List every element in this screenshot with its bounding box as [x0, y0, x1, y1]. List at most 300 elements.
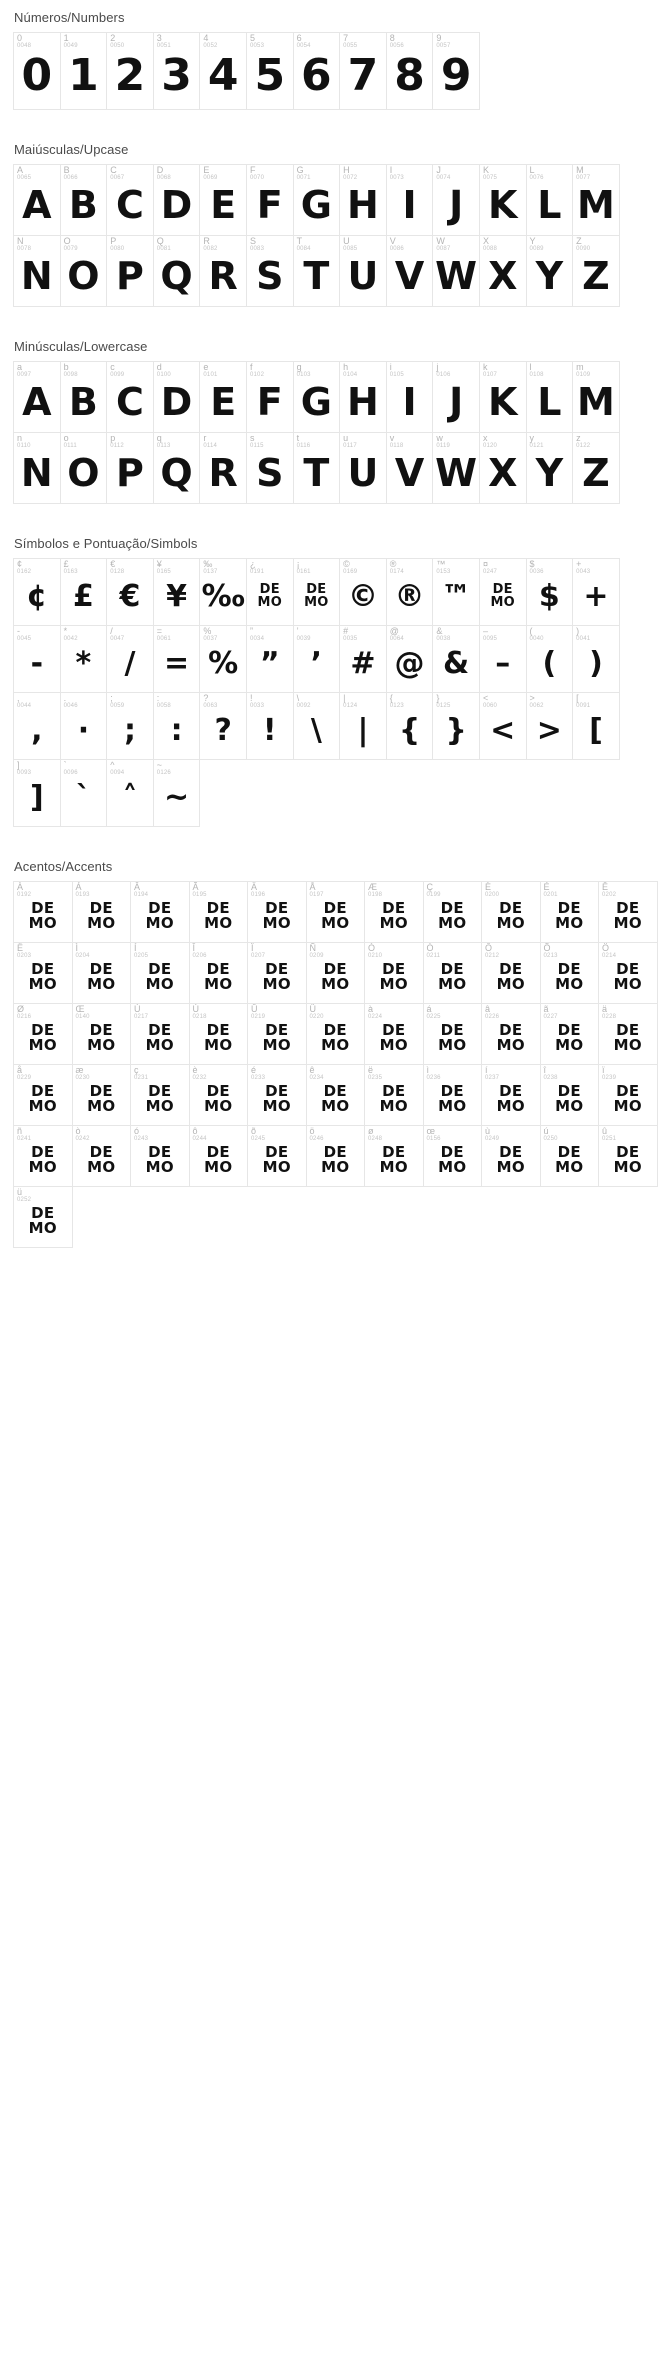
glyph-meta — [436, 34, 450, 50]
glyph-code-label: 0106 — [436, 372, 451, 379]
glyph-code-label: 0043 — [576, 569, 591, 576]
glyph-cell[interactable] — [60, 558, 108, 626]
glyph-meta — [436, 363, 450, 379]
glyph-char-label: 8 — [389, 33, 395, 43]
glyph-cell[interactable] — [306, 942, 366, 1004]
glyph-cell[interactable] — [306, 881, 366, 943]
glyph-cell[interactable] — [526, 164, 574, 236]
glyph-meta — [251, 944, 265, 960]
glyph-meta — [251, 1066, 265, 1082]
glyph-meta — [427, 1066, 441, 1082]
glyph-code-label: 0238 — [543, 1075, 558, 1082]
glyph-cell[interactable] — [72, 881, 132, 943]
glyph-cell[interactable] — [106, 692, 154, 760]
glyph-meta — [64, 34, 78, 50]
glyph-char-label: > — [529, 693, 535, 703]
glyph-meta — [544, 1066, 558, 1082]
glyph-char-label: e — [203, 362, 209, 372]
glyph-cell[interactable] — [153, 361, 201, 433]
glyph-code-label: 0054 — [296, 43, 311, 50]
glyph-meta — [193, 944, 207, 960]
glyph-demo-watermark: DE MO — [438, 1143, 467, 1176]
glyph-char-label: S — [249, 236, 256, 246]
glyph-char-label: ( — [529, 626, 533, 636]
glyph-cell[interactable] — [60, 692, 108, 760]
glyph-cell[interactable] — [386, 432, 434, 504]
glyph-cell[interactable] — [598, 942, 658, 1004]
glyph-cell[interactable] — [339, 558, 387, 626]
glyph-cell[interactable] — [106, 32, 154, 110]
glyph-cell[interactable] — [189, 942, 249, 1004]
glyph-code-label: 0109 — [576, 372, 591, 379]
glyph-render: 3 — [161, 50, 192, 101]
glyph-char-label: ® — [389, 559, 397, 569]
glyph-char-label: Y — [529, 236, 536, 246]
glyph-code-label: 0153 — [436, 569, 451, 576]
glyph-demo-watermark: DE MO — [28, 899, 57, 932]
glyph-cell[interactable] — [432, 164, 480, 236]
glyph-cell[interactable] — [481, 1003, 541, 1065]
glyph-cell[interactable] — [364, 1125, 424, 1187]
glyph-cell[interactable] — [72, 1003, 132, 1065]
glyph-cell[interactable] — [153, 759, 201, 827]
glyph-cell[interactable] — [339, 432, 387, 504]
glyph-char-label: $ — [529, 559, 535, 569]
glyph-cell[interactable] — [293, 32, 341, 110]
glyph-char-label: O — [63, 236, 71, 246]
glyph-cell[interactable] — [481, 942, 541, 1004]
glyph-code-label: 0075 — [482, 175, 498, 182]
glyph-meta — [436, 560, 450, 576]
glyph-char-label: í — [485, 1065, 488, 1075]
glyph-cell[interactable] — [540, 942, 600, 1004]
glyph-char-label: @ — [389, 626, 399, 636]
glyph-cell[interactable] — [386, 692, 434, 760]
glyph-code-label: 0125 — [436, 703, 451, 710]
glyph-char-label: õ — [251, 1126, 257, 1136]
glyph-meta — [530, 694, 544, 710]
glyph-cell[interactable] — [153, 432, 201, 504]
glyph-cell[interactable] — [13, 625, 61, 693]
glyph-code-label: 0195 — [192, 892, 207, 899]
glyph-meta — [17, 694, 31, 710]
glyph-demo-watermark: DE MO — [87, 899, 116, 932]
glyph-cell[interactable] — [481, 881, 541, 943]
glyph-code-label: 0227 — [543, 1014, 558, 1021]
glyph-cell[interactable] — [339, 32, 387, 110]
glyph-cell[interactable] — [60, 361, 108, 433]
glyph-meta — [157, 761, 171, 777]
glyph-char-label: U — [343, 236, 350, 246]
glyph-cell[interactable] — [199, 692, 247, 760]
glyph-demo-watermark: DE MO — [28, 1082, 57, 1115]
glyph-char-label: ^ — [110, 760, 115, 770]
glyph-code-label: 0060 — [482, 703, 498, 710]
glyph-cell[interactable] — [60, 164, 108, 236]
glyph-cell[interactable] — [247, 942, 307, 1004]
glyph-char-label: â — [485, 1004, 491, 1014]
glyph-cell[interactable] — [423, 1064, 483, 1126]
glyph-code-label: 0115 — [249, 443, 264, 450]
glyph-cell[interactable] — [199, 164, 247, 236]
glyph-cell[interactable] — [540, 1064, 600, 1126]
glyph-char-label: Ñ — [309, 943, 316, 953]
glyph-cell[interactable] — [13, 759, 61, 827]
glyph-cell[interactable] — [423, 1003, 483, 1065]
glyph-demo-watermark: DE MO — [204, 1021, 233, 1054]
glyph-cell[interactable] — [130, 1003, 190, 1065]
glyph-cell[interactable] — [572, 235, 620, 307]
glyph-meta — [64, 363, 78, 379]
glyph-meta — [157, 560, 171, 576]
glyph-meta — [368, 1127, 382, 1143]
glyph-cell[interactable] — [293, 235, 341, 307]
glyph-meta — [157, 627, 171, 643]
glyph-cell[interactable] — [432, 432, 480, 504]
glyph-char-label: n — [17, 433, 23, 443]
glyph-cell[interactable] — [526, 361, 574, 433]
glyph-cell[interactable] — [199, 625, 247, 693]
glyph-render: G — [300, 380, 332, 424]
glyph-char-label: ? — [203, 693, 209, 703]
glyph-cell[interactable] — [293, 432, 341, 504]
glyph-cell[interactable] — [247, 881, 307, 943]
glyph-cell[interactable] — [106, 432, 154, 504]
glyph-code-label: 0196 — [251, 892, 266, 899]
glyph-render: 6 — [301, 50, 332, 101]
glyph-meta — [310, 1005, 324, 1021]
glyph-code-label: 0035 — [343, 636, 358, 643]
glyph-meta — [64, 560, 78, 576]
glyph-render: W — [435, 451, 478, 495]
glyph-demo-watermark: DE MO — [490, 582, 516, 610]
glyph-code-label: 0224 — [368, 1014, 383, 1021]
glyph-cell[interactable] — [153, 32, 201, 110]
glyph-cell[interactable] — [479, 361, 527, 433]
glyph-cell[interactable] — [106, 759, 154, 827]
glyph-meta — [576, 363, 590, 379]
glyph-cell[interactable] — [13, 1186, 73, 1248]
glyph-cell[interactable] — [13, 1125, 73, 1187]
glyph-char-label: v — [389, 433, 395, 443]
glyph-render: 4 — [207, 50, 239, 101]
glyph-cell[interactable] — [13, 881, 73, 943]
glyph-cell[interactable] — [479, 164, 527, 236]
glyph-cell[interactable] — [364, 1064, 424, 1126]
glyph-cell[interactable] — [479, 432, 527, 504]
glyph-cell[interactable] — [60, 625, 108, 693]
glyph-render: Q — [160, 254, 193, 298]
glyph-cell[interactable] — [199, 432, 247, 504]
glyph-code-label: 0098 — [63, 372, 78, 379]
glyph-code-label: 0174 — [389, 569, 404, 576]
glyph-cell[interactable] — [13, 432, 61, 504]
glyph-char-label: Å — [309, 882, 316, 892]
glyph-code-label: 0089 — [529, 246, 544, 253]
glyph-code-label: 0200 — [485, 892, 500, 899]
glyph-cell[interactable] — [153, 235, 201, 307]
glyph-cell[interactable] — [189, 1003, 249, 1065]
glyph-meta — [310, 944, 324, 960]
glyph-cell[interactable] — [189, 1125, 249, 1187]
glyph-cell[interactable] — [479, 625, 527, 693]
glyph-cell[interactable] — [13, 32, 61, 110]
glyph-cell[interactable] — [293, 361, 341, 433]
glyph-cell[interactable] — [189, 881, 249, 943]
glyph-cell[interactable] — [130, 942, 190, 1004]
glyph-demo-watermark: DE MO — [555, 899, 584, 932]
glyph-code-label: 0110 — [17, 443, 31, 450]
glyph-cell[interactable] — [13, 558, 61, 626]
glyph-cell[interactable] — [246, 32, 294, 110]
glyph-code-label: 0219 — [251, 1014, 266, 1021]
glyph-char-label: o — [63, 433, 69, 443]
glyph-char-label: z — [576, 433, 581, 443]
glyph-meta — [64, 237, 78, 253]
glyph-cell[interactable] — [386, 625, 434, 693]
glyph-char-label: # — [343, 626, 349, 636]
glyph-meta — [17, 1005, 31, 1021]
glyph-meta — [110, 363, 124, 379]
glyph-meta — [17, 883, 31, 899]
glyph-cell[interactable] — [364, 942, 424, 1004]
glyph-cell[interactable] — [432, 361, 480, 433]
glyph-cell[interactable] — [13, 1003, 73, 1065]
glyph-meta — [17, 166, 31, 182]
glyph-cell[interactable] — [246, 164, 294, 236]
glyph-cell[interactable] — [598, 1125, 658, 1187]
glyph-cell[interactable] — [572, 361, 620, 433]
glyph-cell[interactable] — [72, 1064, 132, 1126]
glyph-cell[interactable] — [153, 164, 201, 236]
glyph-render: ™ — [441, 579, 472, 614]
glyph-render: = — [164, 646, 190, 681]
glyph-char-label: ’ — [296, 626, 299, 636]
glyph-cell[interactable] — [572, 432, 620, 504]
glyph-cell[interactable] — [598, 1003, 658, 1065]
glyph-cell[interactable] — [540, 1003, 600, 1065]
glyph-render: M — [577, 380, 615, 424]
glyph-cell[interactable] — [386, 558, 434, 626]
glyph-cell[interactable] — [247, 1064, 307, 1126]
glyph-cell[interactable] — [386, 32, 434, 110]
glyph-render: | — [357, 713, 369, 748]
glyph-char-label: \ — [296, 693, 300, 703]
glyph-cell[interactable] — [479, 558, 527, 626]
glyph-cell[interactable] — [432, 625, 480, 693]
glyph-cell[interactable] — [526, 235, 574, 307]
glyph-code-label: 0050 — [110, 43, 125, 50]
glyph-cell[interactable] — [247, 1125, 307, 1187]
glyph-cell[interactable] — [364, 1003, 424, 1065]
glyph-meta — [368, 883, 382, 899]
glyph-cell[interactable] — [423, 942, 483, 1004]
glyph-cell[interactable] — [199, 32, 247, 110]
glyph-cell[interactable] — [386, 361, 434, 433]
glyph-render: ˄ — [122, 780, 138, 815]
glyph-code-label: 0034 — [249, 636, 265, 643]
section-lowercase — [0, 329, 661, 504]
glyph-cell[interactable] — [60, 759, 108, 827]
glyph-cell[interactable] — [246, 361, 294, 433]
glyph-cell[interactable] — [13, 692, 61, 760]
glyph-cell[interactable] — [13, 235, 61, 307]
glyph-cell[interactable] — [432, 32, 480, 110]
glyph-cell[interactable] — [199, 361, 247, 433]
glyph-cell[interactable] — [432, 235, 480, 307]
glyph-char-label: € — [110, 559, 116, 569]
glyph-cell[interactable] — [386, 235, 434, 307]
glyph-cell[interactable] — [481, 1064, 541, 1126]
glyph-code-label: 0202 — [602, 892, 617, 899]
glyph-render: A — [22, 183, 52, 227]
glyph-cell[interactable] — [386, 164, 434, 236]
glyph-cell[interactable] — [199, 558, 247, 626]
glyph-cell[interactable] — [293, 692, 341, 760]
glyph-cell[interactable] — [306, 1064, 366, 1126]
glyph-cell[interactable] — [526, 692, 574, 760]
glyph-render: B — [68, 183, 98, 227]
glyph-cell[interactable] — [72, 1125, 132, 1187]
glyph-cell[interactable] — [130, 881, 190, 943]
glyph-cell[interactable] — [13, 1064, 73, 1126]
glyph-cell[interactable] — [339, 692, 387, 760]
glyph-cell[interactable] — [199, 235, 247, 307]
glyph-cell[interactable] — [293, 164, 341, 236]
glyph-meta — [297, 627, 311, 643]
glyph-code-label: 0220 — [309, 1014, 324, 1021]
glyph-cell[interactable] — [339, 164, 387, 236]
glyph-code-label: 0204 — [75, 953, 90, 960]
glyph-cell[interactable] — [13, 361, 61, 433]
glyph-render: > — [536, 713, 562, 748]
glyph-char-label: ï — [602, 1065, 605, 1075]
glyph-cell[interactable] — [540, 1125, 600, 1187]
glyph-cell[interactable] — [13, 942, 73, 1004]
glyph-cell[interactable] — [306, 1125, 366, 1187]
glyph-meta — [343, 166, 357, 182]
glyph-cell[interactable] — [13, 164, 61, 236]
glyph-code-label: 0226 — [485, 1014, 500, 1021]
glyph-cell[interactable] — [153, 558, 201, 626]
glyph-cell[interactable] — [526, 558, 574, 626]
glyph-cell[interactable] — [526, 432, 574, 504]
glyph-cell[interactable] — [293, 558, 341, 626]
glyph-meta — [483, 363, 497, 379]
glyph-cell[interactable] — [246, 235, 294, 307]
glyph-code-label: 0237 — [485, 1075, 500, 1082]
glyph-cell[interactable] — [106, 625, 154, 693]
glyph-code-label: 0101 — [203, 372, 218, 379]
glyph-code-label: 0225 — [426, 1014, 441, 1021]
glyph-cell[interactable] — [540, 881, 600, 943]
glyph-cell[interactable] — [572, 692, 620, 760]
glyph-cell[interactable] — [189, 1064, 249, 1126]
glyph-char-label: ™ — [436, 559, 446, 569]
glyph-cell[interactable] — [481, 1125, 541, 1187]
glyph-cell[interactable] — [572, 625, 620, 693]
glyph-cell[interactable] — [479, 235, 527, 307]
glyph-char-label: F — [249, 165, 256, 175]
glyph-cell[interactable] — [106, 361, 154, 433]
glyph-cell[interactable] — [106, 235, 154, 307]
glyph-cell[interactable] — [106, 164, 154, 236]
glyph-cell[interactable] — [598, 1064, 658, 1126]
glyph-char-label: M — [576, 165, 584, 175]
glyph-cell[interactable] — [423, 1125, 483, 1187]
glyph-cell[interactable] — [246, 625, 294, 693]
glyph-cell[interactable] — [130, 1125, 190, 1187]
glyph-code-label: 0033 — [249, 703, 265, 710]
glyph-cell[interactable] — [72, 942, 132, 1004]
glyph-cell[interactable] — [572, 558, 620, 626]
glyph-meta — [310, 1066, 324, 1082]
glyph-cell[interactable] — [526, 625, 574, 693]
glyph-cell[interactable] — [479, 692, 527, 760]
glyph-demo-watermark: DE MO — [496, 1143, 525, 1176]
glyph-code-label: 0046 — [63, 703, 78, 710]
glyph-cell[interactable] — [598, 881, 658, 943]
glyph-char-label: } — [436, 693, 440, 703]
glyph-char-label: j — [436, 362, 439, 372]
glyph-cell[interactable] — [339, 361, 387, 433]
glyph-cell[interactable] — [339, 235, 387, 307]
glyph-cell[interactable] — [293, 625, 341, 693]
glyph-char-label: C — [110, 165, 117, 175]
glyph-render: € — [119, 579, 141, 614]
glyph-render: ( — [542, 646, 557, 681]
glyph-render: · — [77, 713, 90, 748]
glyph-cell[interactable] — [572, 164, 620, 236]
glyph-char-label: E — [203, 165, 210, 175]
glyph-cell[interactable] — [423, 881, 483, 943]
glyph-meta — [110, 694, 124, 710]
glyph-code-label: 0249 — [485, 1136, 500, 1143]
glyph-cell[interactable] — [339, 625, 387, 693]
glyph-meta — [250, 34, 264, 50]
glyph-cell[interactable] — [246, 432, 294, 504]
glyph-cell[interactable] — [60, 32, 108, 110]
glyph-char-label: ü — [17, 1187, 23, 1197]
glyph-char-label: u — [343, 433, 349, 443]
glyph-cell[interactable] — [246, 558, 294, 626]
glyph-cell[interactable] — [106, 558, 154, 626]
glyph-cell[interactable] — [130, 1064, 190, 1126]
glyph-meta — [17, 1127, 31, 1143]
glyph-char-label: T — [296, 236, 303, 246]
glyph-code-label: 0113 — [156, 443, 171, 450]
glyph-demo-watermark: DE MO — [555, 960, 584, 993]
glyph-cell[interactable] — [306, 1003, 366, 1065]
glyph-cell[interactable] — [432, 692, 480, 760]
glyph-cell[interactable] — [364, 881, 424, 943]
glyph-cell[interactable] — [153, 625, 201, 693]
glyph-cell[interactable] — [60, 235, 108, 307]
glyph-cell[interactable] — [153, 692, 201, 760]
glyph-code-label: 0105 — [389, 372, 404, 379]
glyph-cell[interactable] — [60, 432, 108, 504]
glyph-char-label: m — [576, 362, 584, 372]
glyph-meta — [203, 694, 217, 710]
glyph-code-label: 0218 — [192, 1014, 207, 1021]
glyph-demo-watermark: DE MO — [496, 960, 525, 993]
glyph-code-label: 0117 — [343, 443, 357, 450]
glyph-cell[interactable] — [247, 1003, 307, 1065]
glyph-cell[interactable] — [246, 692, 294, 760]
glyph-code-label: 0072 — [343, 175, 358, 182]
glyph-cell[interactable] — [432, 558, 480, 626]
glyph-meta — [64, 761, 78, 777]
